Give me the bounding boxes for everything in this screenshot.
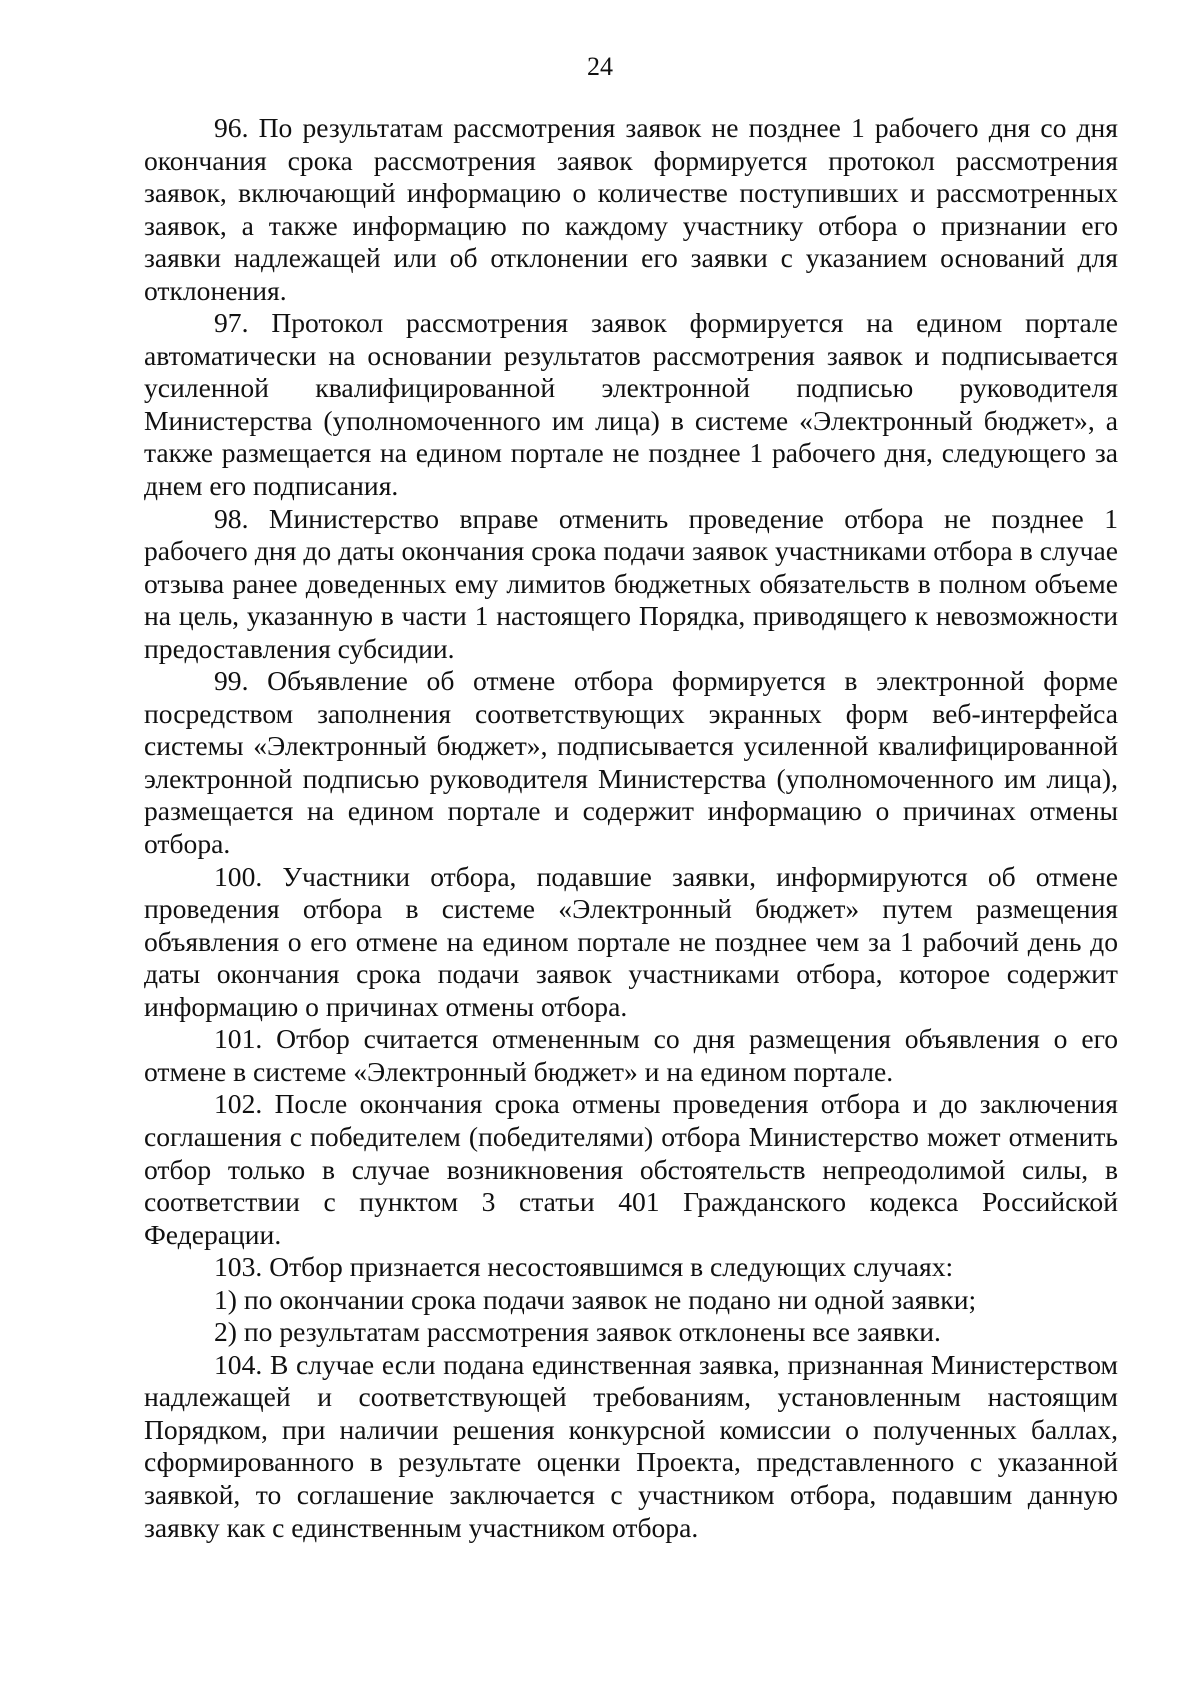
page-number: 24: [587, 52, 613, 81]
list-item-103-2: 2) по результатам рассмотрения заявок отклонены все заявки.: [214, 1316, 941, 1348]
paragraph-101: 101. Отбор считается отмененным со дня размещения объявления о его отмене в системе «Электронный бюджет» и на едином портале.: [144, 1023, 1118, 1087]
paragraph-98: 98. Министерство вправе отменить проведение отбора не позднее 1 рабочего дня до даты окончания срока подачи заявок участниками отбора в случае отзыва ранее доведенных ему лимитов бюджетных обязательств в полном объеме на цель, указанную в части 1 настоящего Порядка, приводящего к невозможности предоставления субсидии.: [144, 502, 1118, 664]
paragraph-103: 103. Отбор признается несостоявшимся в следующих случаях:: [214, 1251, 954, 1283]
paragraph-99: 99. Объявление об отмене отбора формируется в электронной форме посредством заполнения соответствующих экранных форм веб-интерфейса системы «Электронный бюджет», подписывается усиленной квалифицированной электронной подписью руководителя Министерства (уполномоченного им лица), размещается на едином портале и содержит информацию о причинах отмены отбора.: [144, 665, 1118, 860]
paragraph-104: 104. В случае если подана единственная заявка, признанная Министерством надлежащей и соответствующей требованиям, установленным настоящим Порядком, при наличии решения конкурсной комиссии о полученных баллах, сформированного в результате оценки Проекта, представленного с указанной заявкой, то соглашение заключается с участником отбора, подавшим данную заявку как с единственным участником отбора.: [144, 1348, 1118, 1543]
list-item-103-1: 1) по окончании срока подачи заявок не подано ни одной заявки;: [214, 1283, 977, 1315]
paragraph-100: 100. Участники отбора, подавшие заявки, информируются об отмене проведения отбора в системе «Электронный бюджет» путем размещения объявления о его отмене на едином портале не позднее чем за 1 рабочий день до даты окончания срока подачи заявок участниками отбора, которое содержит информацию о причинах отмены отбора.: [144, 860, 1118, 1022]
paragraph-96: 96. По результатам рассмотрения заявок не позднее 1 рабочего дня со дня окончания срока рассмотрения заявок формируется протокол рассмотрения заявок, включающий информацию о количестве поступивших и рассмотренных заявок, а также информацию по каждому участнику отбора о признании его заявки надлежащей или об отклонении его заявки с указанием оснований для отклонения.: [144, 112, 1118, 306]
document-body: [144, 112, 1118, 1544]
paragraph-97: 97. Протокол рассмотрения заявок формируется на едином портале автоматически на основании результатов рассмотрения заявок и подписывается усиленной квалифицированной электронной подписью руководителя Министерства (уполномоченного им лица) в системе «Электронный бюджет», а также размещается на едином портале не позднее 1 рабочего дня, следующего за днем его подписания.: [144, 307, 1118, 502]
paragraph-102: 102. После окончания срока отмены проведения отбора и до заключения соглашения с победителем (победителями) отбора Министерство может отменить отбор только в случае возникновения обстоятельств непреодолимой силы, в соответствии с пунктом 3 статьи 401 Гражданского кодекса Российской Федерации.: [144, 1088, 1118, 1250]
